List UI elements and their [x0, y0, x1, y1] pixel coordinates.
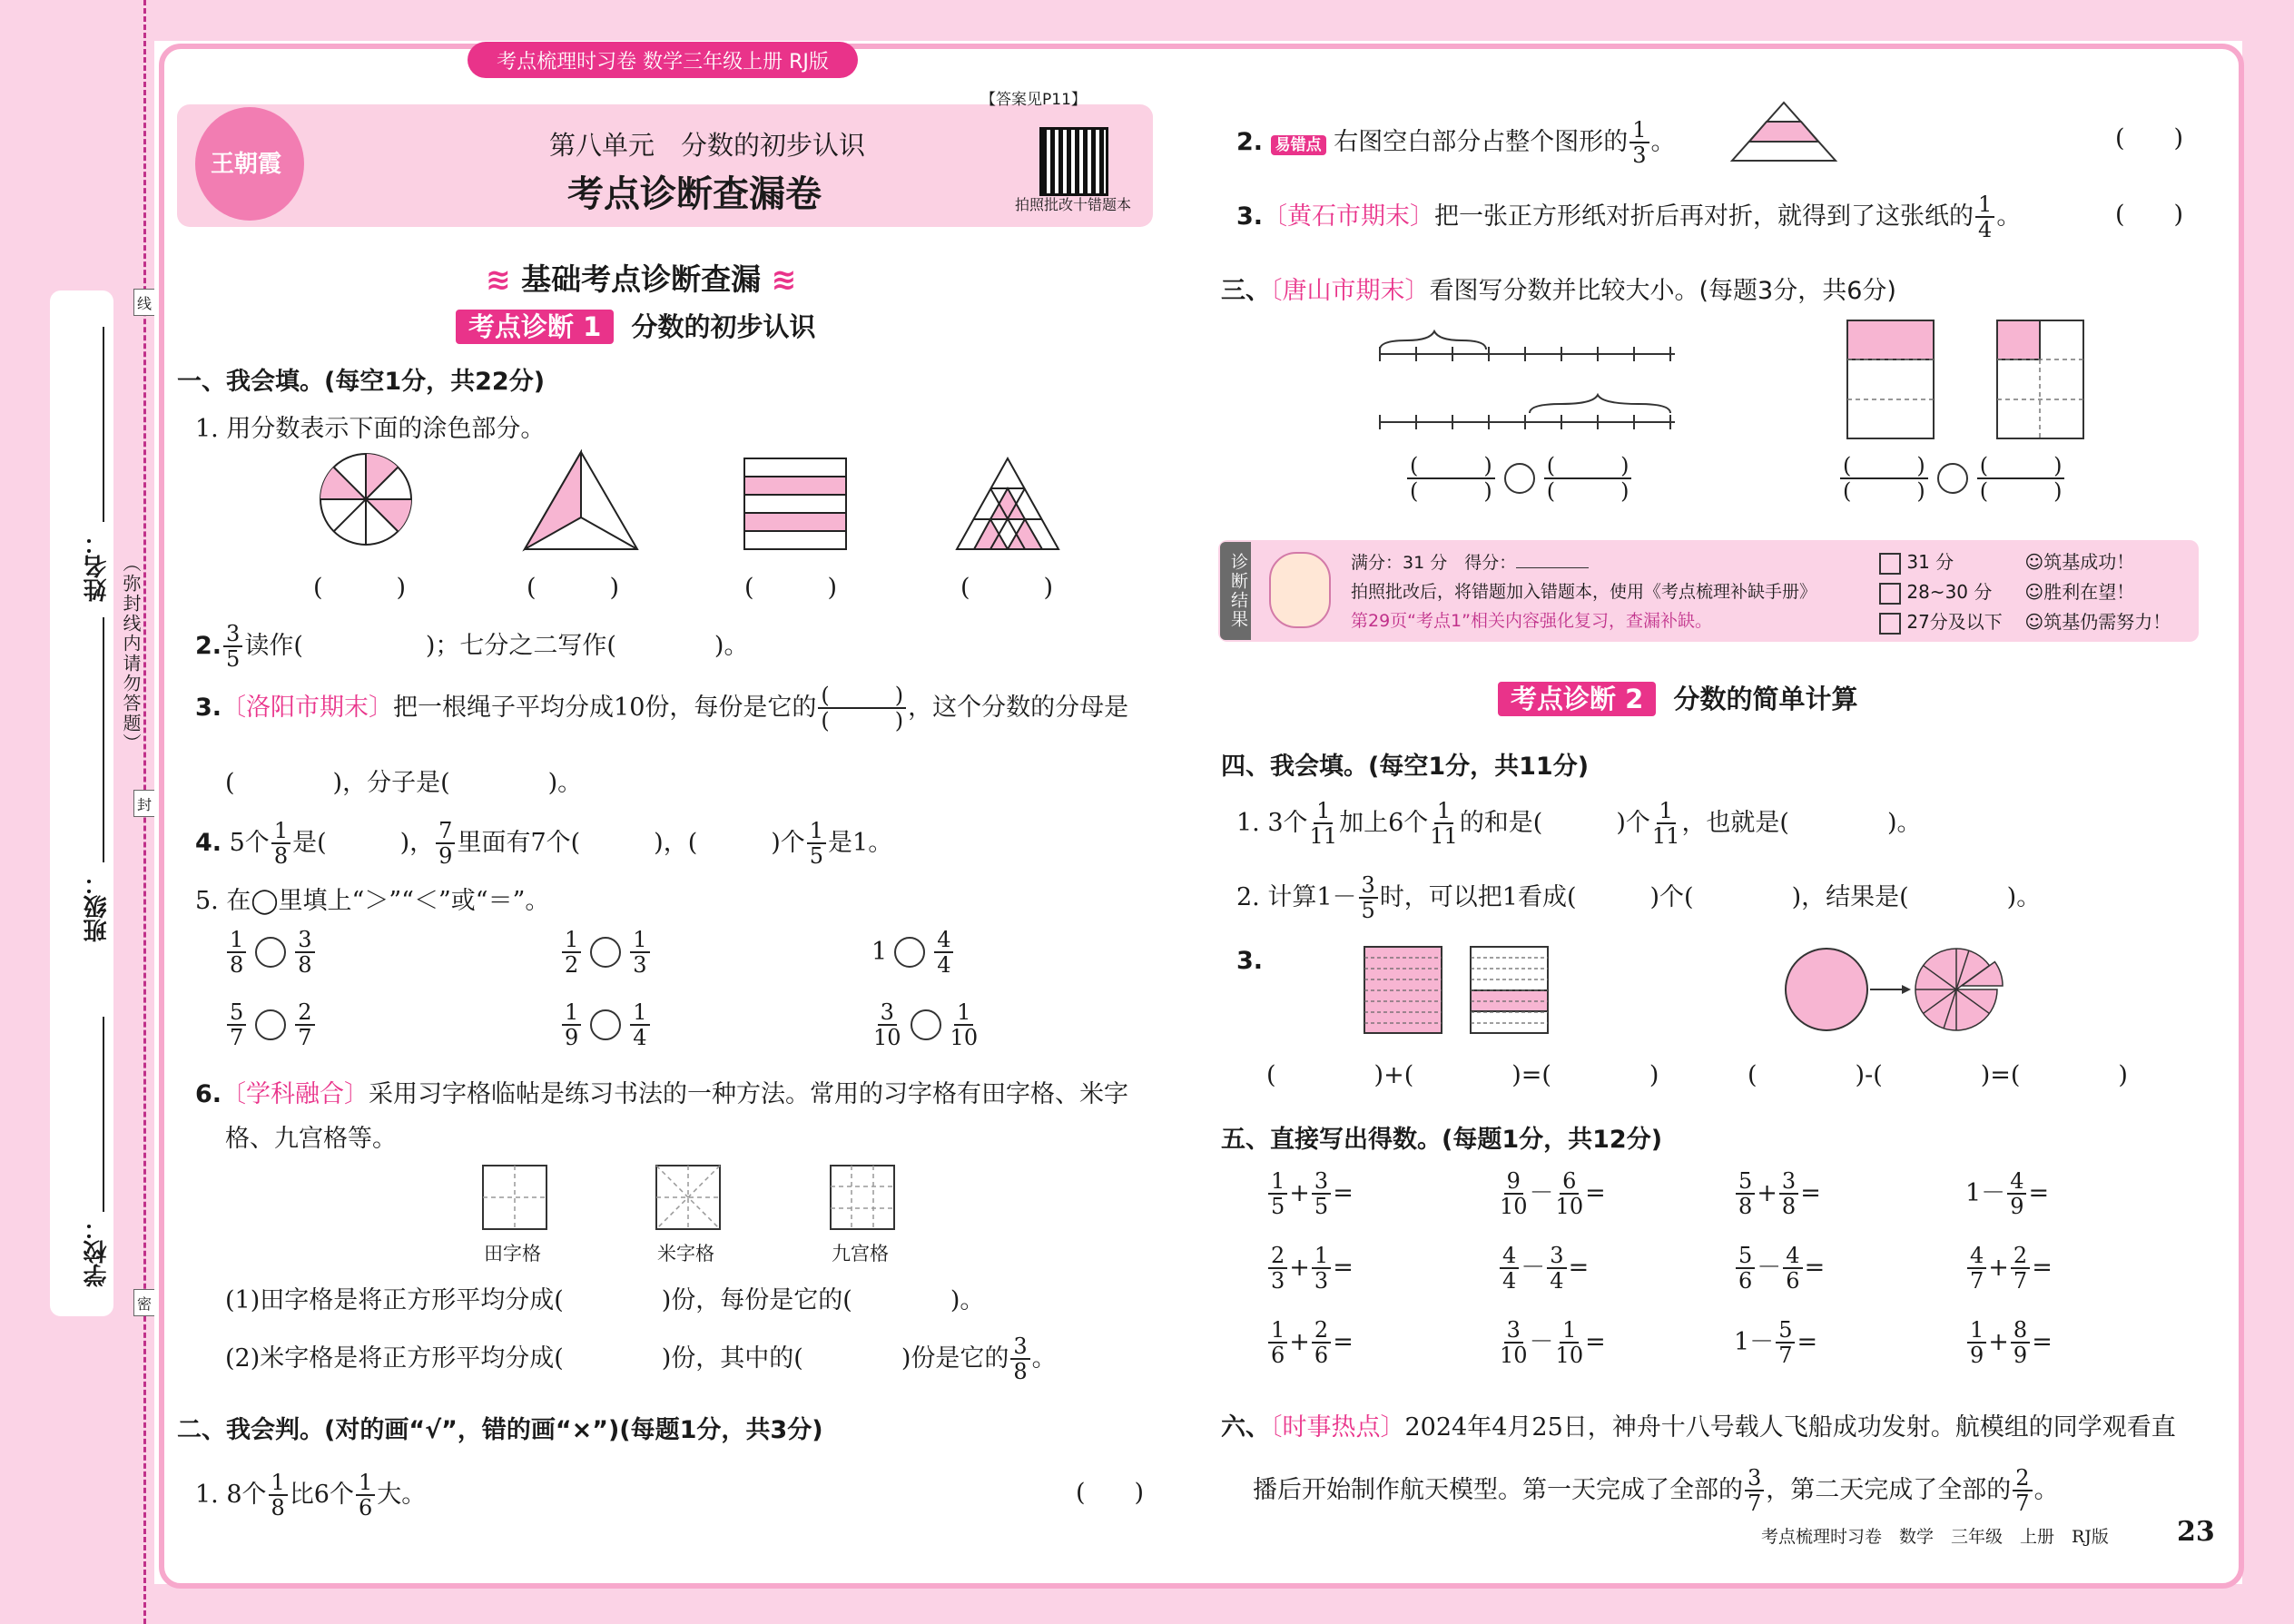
q1-item5: 5. 在◯里填上“＞”“＜”或“＝”。	[195, 887, 550, 915]
name-label: 姓名：	[84, 531, 111, 602]
diagnosis-levels	[1879, 547, 2171, 637]
diag2-title: 分数的简单计算	[1673, 684, 1858, 714]
logo-text: 王朝霞	[211, 151, 282, 178]
compare-1: $\frac{1}{8}$ $\frac{3}{8}$	[225, 928, 317, 978]
wave-icon: ≋	[761, 261, 797, 297]
calc-12[interactable]: $\frac{1}{9}$ + $\frac{8}{9}$ =	[1965, 1318, 2053, 1368]
rectangle-compare-diagram	[1843, 318, 2088, 440]
q3-answer-2[interactable]: $\frac{( )}{( )}$ $\frac{( )}{( )}$	[1838, 454, 2066, 504]
diagnosis-line2: 拍照批改后，将错题加入错题本，使用《考点梳理补缺手册》	[1351, 582, 1817, 602]
compare-5: $\frac{1}{9}$ $\frac{1}{4}$	[560, 1000, 652, 1050]
q4-item1: 1. 3个 $\frac{1}{11}$ 加上6个 $\frac{1}{11}$ 的和是( )个 $\frac{1}{11}$ ，也就是( )。	[1236, 798, 1922, 850]
compare-4: $\frac{5}{7}$ $\frac{2}{7}$	[225, 1000, 317, 1050]
qr-code[interactable]	[1039, 127, 1108, 196]
seal-mark-feng: 封	[133, 790, 155, 817]
q1-shapes	[309, 449, 1216, 563]
q1-heading: 一、我会填。(每空1分，共22分)	[177, 368, 546, 396]
level-checkbox[interactable]	[1879, 583, 1901, 605]
answer-blank[interactable]: ( )	[744, 574, 838, 602]
q4-eq2[interactable]: ( )-( )=( )	[1748, 1061, 2128, 1089]
school-field[interactable]	[103, 1017, 104, 1212]
calc-4[interactable]: 1－ $\frac{4}{9}$ =	[1965, 1168, 2050, 1220]
diag2-badge: 考点诊断 2	[1498, 682, 1656, 716]
name-field[interactable]	[103, 327, 104, 522]
rectangle-fifths	[744, 458, 846, 549]
calc-5[interactable]: $\frac{2}{3}$ + $\frac{1}{3}$ =	[1266, 1244, 1354, 1294]
q4-heading: 四、我会填。(每空1分，共11分)	[1221, 753, 1590, 781]
q4-item2: 2. 计算1－ $\frac{3}{5}$ 时，可以把1看成( )个( )，结果是( )。	[1236, 872, 2042, 924]
compare-2: $\frac{1}{2}$ $\frac{1}{3}$	[560, 928, 652, 978]
calc-11[interactable]: 1－ $\frac{5}{7}$ =	[1734, 1317, 1818, 1369]
binding-strip	[0, 0, 145, 1624]
layered-triangle	[1729, 100, 1838, 163]
q1-item3-line2: ( )，分子是( )。	[225, 769, 583, 797]
qr-caption: 拍照批改十错题本	[1015, 196, 1132, 213]
smile-icon: ☺	[2024, 551, 2044, 573]
calc-7[interactable]: $\frac{5}{6}$ － $\frac{4}{6}$ =	[1734, 1244, 1825, 1294]
q6-line1: 六、〔时事热点〕2024年4月25日，神舟十八号载人飞船成功发射。航模组的同学观看直	[1221, 1413, 2176, 1442]
level-row: 28~30 分 ☺胜利在望！	[1879, 577, 2171, 607]
diag1-title: 分数的初步认识	[631, 311, 816, 342]
q2-item1: 1. 8个 $\frac{1}{8}$ 比6个 $\frac{1}{6}$ 大。	[195, 1470, 427, 1521]
judge-blank-2[interactable]: ( )	[2115, 124, 2184, 153]
answer-blank[interactable]: ( )	[313, 574, 407, 602]
diagnosis-line3: 第29页“考点1”相关内容强化复习，查漏补缺。	[1351, 611, 1712, 631]
practice-grids	[481, 1164, 899, 1232]
seal-mark-xian: 线	[133, 289, 155, 316]
judge-blank-1[interactable]: ( )	[1076, 1479, 1145, 1507]
judge-blank-3[interactable]: ( )	[2115, 201, 2184, 229]
level-checkbox[interactable]	[1879, 553, 1901, 575]
grid-label-tian: 田字格	[484, 1243, 541, 1265]
smile-icon: ☺	[2024, 611, 2044, 633]
answer-blank[interactable]: ( )	[960, 574, 1054, 602]
score-field[interactable]	[1516, 567, 1589, 568]
calc-9[interactable]: $\frac{1}{6}$ + $\frac{2}{6}$ =	[1266, 1318, 1354, 1368]
teacher-avatar	[1269, 552, 1331, 628]
q3-heading: 三、〔唐山市期末〕看图写分数并比较大小。(每题3分，共6分)	[1221, 277, 1896, 305]
number-line-diagram	[1375, 327, 1684, 431]
section-title: ≋ 基础考点诊断查漏 ≋	[486, 261, 797, 297]
q3-answer-1[interactable]: $\frac{( )}{( )}$ $\frac{( )}{( )}$	[1405, 454, 1633, 504]
q4-item3-label: 3.	[1236, 947, 1264, 975]
answer-blank[interactable]: ( )	[527, 574, 620, 602]
q5-heading: 五、直接写出得数。(每题1分，共12分)	[1221, 1126, 1663, 1154]
wave-icon: ≋	[486, 261, 522, 297]
class-field[interactable]	[103, 617, 104, 862]
q1-item1: 1. 用分数表示下面的涂色部分。	[195, 415, 546, 443]
calc-1[interactable]: $\frac{1}{5}$ + $\frac{3}{5}$ =	[1266, 1169, 1354, 1219]
q2-heading: 二、我会判。(对的画“√”，错的画“×”)(每题1分，共3分)	[177, 1416, 823, 1444]
diag2-header	[1498, 679, 1858, 716]
diagnosis-score: 满分：31 分 得分：	[1351, 549, 1589, 574]
level-row: 27分及以下 ☺筑基仍需努力！	[1879, 607, 2171, 637]
level-checkbox[interactable]	[1879, 613, 1901, 635]
calc-8[interactable]: $\frac{4}{7}$ + $\frac{2}{7}$ =	[1965, 1244, 2053, 1294]
triangle-thirds	[525, 452, 637, 549]
q6-line2: 播后开始制作航天模型。第一天完成了全部的 $\frac{3}{7}$ ，第二天完成了全部的 $\frac{2}{7}$ 。	[1253, 1465, 2059, 1517]
diag1-header	[456, 307, 816, 344]
q4-eq1[interactable]: ( )+( )=( )	[1266, 1061, 1659, 1089]
q1-item4: 4. 5个 $\frac{1}{8}$ 是( )， $\frac{7}{9}$ 里面有7个( )，( )个 $\frac{1}{5}$ 是1。	[195, 818, 893, 870]
q1-item3: 3.〔洛阳市期末〕把一根绳子平均分成10份，每份是它的 $\frac{( )}{( )}$ ，这个分数的分母是	[195, 683, 1129, 734]
q2-item2: 2. 易错点 右图空白部分占整个图形的 $\frac{1}{3}$ 。	[1236, 117, 1676, 169]
page-number: 23	[2177, 1516, 2215, 1548]
triangle-ninths	[957, 458, 1058, 549]
compare-6: $\frac{3}{10}$ $\frac{1}{10}$	[873, 999, 979, 1051]
q1-item6-line2: 格、九宫格等。	[225, 1125, 397, 1153]
class-label: 班级：	[84, 871, 111, 942]
unit-title: 第八单元 分数的初步认识	[549, 130, 866, 161]
q1-item6-sub1: (1)田字格是将正方形平均分成( )份，每份是它的( )。	[225, 1286, 985, 1314]
q2-item3: 3.〔黄石市期末〕把一张正方形纸对折后再对折，就得到了这张纸的 $\frac{1}{4}$ 。	[1236, 192, 2022, 243]
grid-label-jiugong: 九宫格	[832, 1243, 889, 1265]
q1-item2: 2. $\frac{3}{5}$ 读作( )；七分之二写作( )。	[195, 621, 749, 673]
calc-10[interactable]: $\frac{3}{10}$ － $\frac{1}{10}$ =	[1500, 1317, 1606, 1369]
compare-3: 1 $\frac{4}{4}$	[871, 928, 955, 978]
diag1-badge: 考点诊断 1	[456, 310, 614, 344]
diagnosis-side-label: 诊断结果	[1220, 542, 1251, 640]
fraction-blank: $\frac{( )}{( )}$	[818, 684, 906, 733]
series-tag: 考点梳理时习卷 数学三年级上册 RJ版	[468, 42, 858, 78]
fraction: $\frac{3}{5}$	[223, 622, 242, 672]
q1-item6-sub2: (2)米字格是将正方形平均分成( )份，其中的( )份是它的 $\frac{3}{8}$ 。	[225, 1334, 1057, 1385]
seal-warning: （弥封线内请勿答题）	[120, 554, 142, 753]
q4-item3-figures	[1362, 944, 2052, 1035]
footer-text: 考点梳理时习卷 数学 三年级 上册 RJ版	[1761, 1527, 2109, 1547]
smile-icon: ☺	[2024, 581, 2044, 603]
q1-item6: 6.〔学科融合〕采用习字格临帖是练习书法的一种方法。常用的习字格有田字格、米字	[195, 1080, 1129, 1108]
calc-2[interactable]: $\frac{9}{10}$ － $\frac{6}{10}$ =	[1500, 1168, 1606, 1220]
level-row: 31 分 ☺筑基成功！	[1879, 547, 2171, 577]
calc-3[interactable]: $\frac{5}{8}$ + $\frac{3}{8}$ =	[1734, 1169, 1821, 1219]
grid-label-mi: 米字格	[657, 1243, 714, 1265]
answer-ref: 【答案见P11】	[980, 91, 1087, 109]
school-label: 学校：	[84, 1216, 111, 1287]
circle-eighths	[320, 454, 411, 545]
seal-mark-mi: 密	[133, 1289, 155, 1316]
calc-6[interactable]: $\frac{4}{4}$ － $\frac{3}{4}$ =	[1498, 1244, 1589, 1294]
paper-title: 考点诊断查漏卷	[567, 173, 822, 215]
